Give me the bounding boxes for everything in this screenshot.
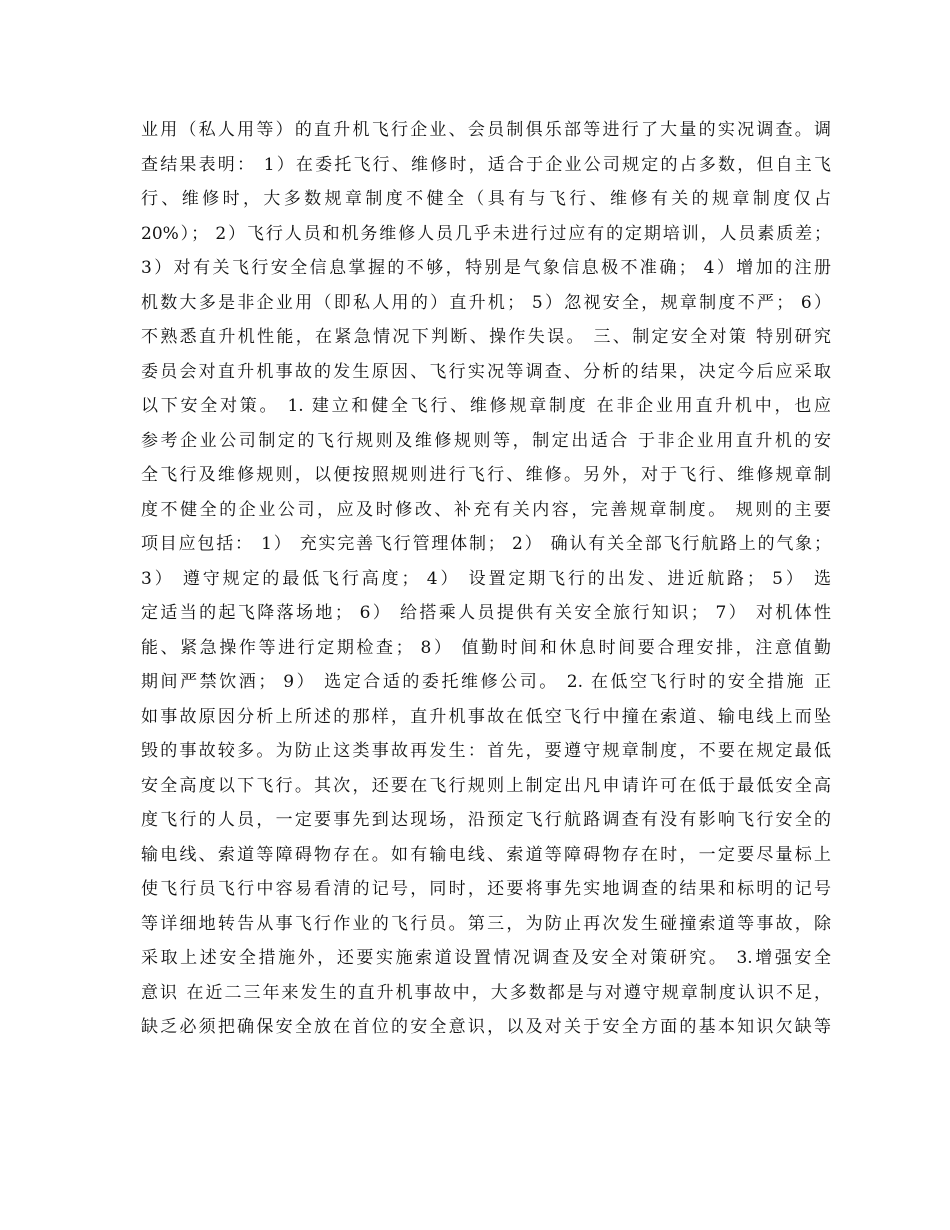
text-line: 参考企业公司制定的飞行规则及维修规则等，制定出适合 于非企业用直升机的安 bbox=[141, 430, 831, 451]
text-line: 度不健全的企业公司，应及时修改、补充有关内容，完善规章制度。 规则的主要 bbox=[141, 499, 831, 520]
text-line: 缺乏必须把确保安全放在首位的安全意识，以及对关于安全方面的基本知识欠缺等 bbox=[141, 1017, 831, 1037]
body-text bbox=[141, 113, 831, 1045]
text-line: 20%）； 2）飞行人员和机务维修人员几乎未进行过应有的定期培训，人员素质差； bbox=[141, 223, 831, 244]
text-line: 安全高度以下飞行。其次，还要在飞行规则上制定出凡申请许可在低于最低安全高 bbox=[141, 775, 831, 796]
text-line: 以下安全对策。 1. 建立和健全飞行、维修规章制度 在非企业用直升机中，也应 bbox=[141, 396, 831, 416]
text-line: 委员会对直升机事故的发生原因、飞行实况等调查、分析的结果，决定今后应采取 bbox=[141, 361, 831, 382]
text-line: 采取上述安全措施外，还要实施索道设置情况调查及安全对策研究。 3.增强安全 bbox=[141, 948, 831, 968]
text-line: 机数大多是非企业用（即私人用的）直升机； 5）忽视安全，规章制度不严； 6） bbox=[141, 292, 831, 313]
text-line: 项目应包括： 1） 充实完善飞行管理体制； 2） 确认有关全部飞行航路上的气象； bbox=[141, 534, 831, 554]
text-line: 不熟悉直升机性能，在紧急情况下判断、操作失误。 三、制定安全对策 特别研究 bbox=[141, 327, 831, 347]
text-line: 查结果表明： 1）在委托飞行、维修时，适合于企业公司规定的占多数，但自主飞 bbox=[141, 154, 831, 175]
text-line: 输电线、索道等障碍物存在。如有输电线、索道等障碍物存在时，一定要尽量标上 bbox=[141, 844, 831, 865]
text-line: 等详细地转告从事飞行作业的飞行员。第三，为防止再次发生碰撞索道等事故，除 bbox=[141, 913, 831, 934]
text-line: 业用（私人用等）的直升机飞行企业、会员制俱乐部等进行了大量的实况调查。调 bbox=[141, 120, 831, 140]
text-line: 3）对有关飞行安全信息掌握的不够，特别是气象信息极不准确； 4）增加的注册 bbox=[141, 258, 831, 278]
text-line: 能、紧急操作等进行定期检查； 8） 值勤时间和休息时间要合理安排，注意值勤 bbox=[141, 637, 831, 658]
text-line: 度飞行的人员，一定要事先到达现场，沿预定飞行航路调查有没有影响飞行安全的 bbox=[141, 810, 831, 830]
text-line: 期间严禁饮酒； 9） 选定合适的委托维修公司。 2. 在低空飞行时的安全措施 正 bbox=[141, 672, 831, 692]
text-line: 毁的事故较多。为防止这类事故再发生：首先，要遵守规章制度，不要在规定最低 bbox=[141, 741, 831, 761]
text-line: 全飞行及维修规则，以便按照规则进行飞行、维修。另外，对于飞行、维修规章制 bbox=[141, 465, 831, 485]
text-line: 行、维修时，大多数规章制度不健全（具有与飞行、维修有关的规章制度仅占 bbox=[141, 189, 831, 209]
text-line: 定适当的起飞降落场地； 6） 给搭乘人员提供有关安全旅行知识； 7） 对机体性 bbox=[141, 603, 831, 623]
text-line: 意识 在近二三年来发生的直升机事故中，大多数都是与对遵守规章制度认识不足， bbox=[141, 982, 831, 1003]
text-line: 如事故原因分析上所述的那样，直升机事故在低空飞行中撞在索道、输电线上而坠 bbox=[141, 706, 831, 727]
text-line: 使飞行员飞行中容易看清的记号，同时，还要将事先实地调查的结果和标明的记号 bbox=[141, 879, 831, 899]
text-line: 3） 遵守规定的最低飞行高度； 4） 设置定期飞行的出发、进近航路； 5） 选 bbox=[141, 568, 831, 589]
